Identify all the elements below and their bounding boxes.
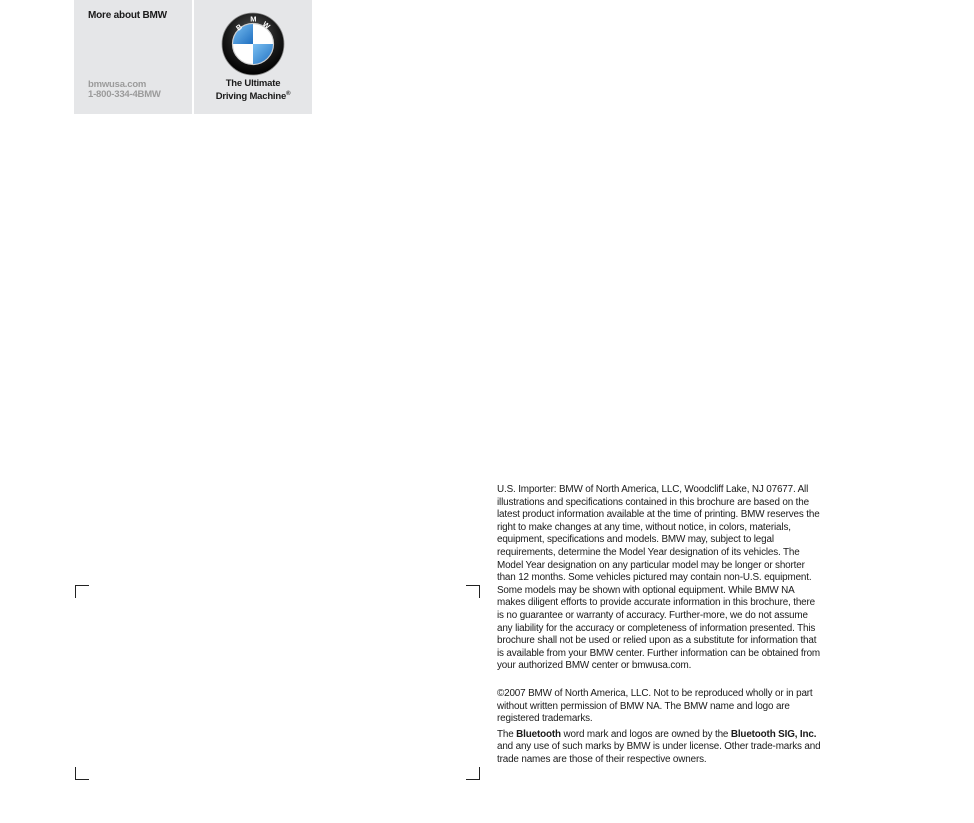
tagline-line-2 [194,89,312,102]
logo-letter: W [260,19,272,31]
bt-mid: word mark and logos are owned by the [563,728,729,740]
more-about-bmw-panel [74,0,192,114]
brand-panel [194,0,312,114]
website-link[interactable]: bmwusa.com [88,79,147,90]
crop-mark-bottom-left [75,767,89,780]
logo-letter: M [250,14,257,24]
tagline-line-1: The Ultimate [225,78,281,89]
contact-info [88,80,161,100]
bt-intro: The [497,728,514,740]
crop-mark-top-left [75,585,89,598]
phone-number: 1-800-334-4BMW [88,89,161,100]
logo-letter: B [234,22,245,33]
bluetooth-word: Bluetooth [516,728,561,740]
crop-mark-bottom-right [466,767,480,780]
disclaimer-paragraph: U.S. Importer: BMW of North America, LLC, Woodcliff Lake, NJ 07677. All illustrations and specifications contained in this brochure are based on the latest product information available at the time of printing. BMW reserves the right to make changes at any time, without notice, in colors, materials, equipment, specifications and models. BMW may, subject to legal requirements, determine the Model Year designation of its vehicles. The Model Year designation on any particular model may be longer or shorter than 12 months. Some vehicles pictured may contain non-U.S. equipment. Some models may be shown with optional equipment. While BMW NA makes diligent efforts to provide accurate information in this brochure, there is no guarantee or warranty of accuracy. Further-more, we do not assume any liability for the accuracy or completeness of information presented. This brochure shall not be used or relied upon as a substitute for information that is available from your BMW center. Further information can be obtained from your authorized BMW center or bmwusa.com. [497,484,821,672]
more-about-heading: More about BMW [88,10,167,21]
bluetooth-sig: Bluetooth SIG, Inc. [730,728,817,740]
bt-end: and any use of such marks by BMW is under license. Other trade-marks and trade names are those of their respective owners. [497,741,821,765]
crop-mark-top-right [466,585,480,598]
bluetooth-paragraph [497,729,823,767]
copyright-paragraph: ©2007 BMW of North America, LLC. Not to be reproduced wholly or in part without written permission of BMW NA. The BMW name and logo are registered trademarks. [497,687,813,725]
tagline [194,79,312,102]
registered-mark: ® [286,91,291,97]
tagline-text: Driving Machine [215,91,287,103]
legal-text-block [497,484,823,766]
bmw-logo-icon [221,12,285,76]
